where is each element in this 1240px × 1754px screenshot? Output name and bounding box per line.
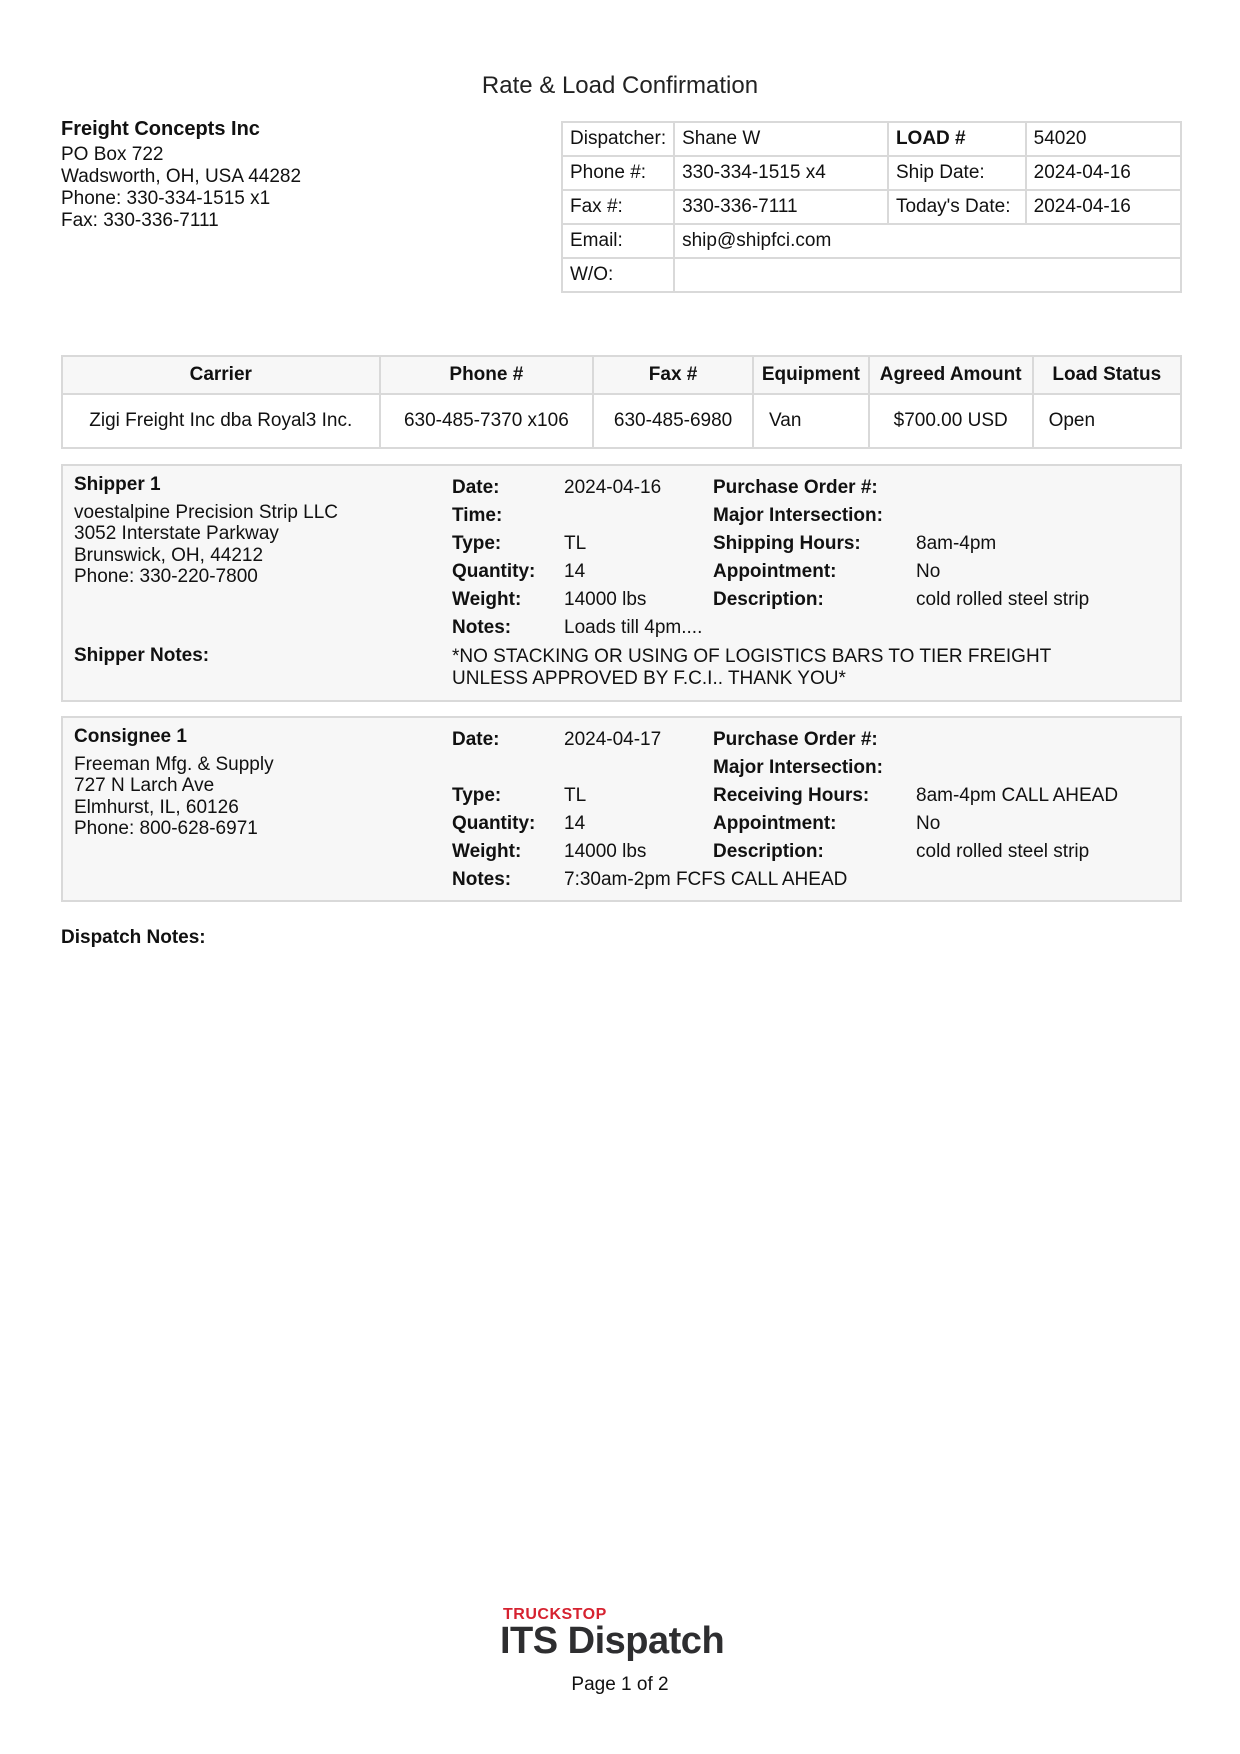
document-title: Rate & Load Confirmation [481,72,759,99]
company-info [61,118,301,232]
dispatch-fax-label: Fax #: [562,190,674,224]
dispatch-info-table [561,121,1182,293]
company-name: Freight Concepts Inc [61,118,260,140]
shipper-address2: Brunswick, OH, 44212 [74,544,264,566]
carrier-row [62,394,1181,448]
brand-logo-main: ITS Dispatch [500,1620,725,1662]
consignee-weight-label: Weight: [452,841,522,862]
shipper-notes-line1: *NO STACKING OR USING OF LOGISTICS BARS TO TIER FREIGHT [452,646,1052,667]
shipper-notes-label: Notes: [452,617,512,638]
consignee-type-label: Type: [452,785,502,806]
dispatch-row-fax [562,190,1181,224]
consignee-address1: 727 N Larch Ave [74,775,215,796]
consignee-heading: Consignee 1 [74,726,187,747]
shipper-date-value: 2024-04-16 [564,477,662,498]
company-phone: Phone: 330-334-1515 x1 [61,188,271,209]
consignee-notes-label: Notes: [452,869,512,890]
shipper-notes-text [452,646,1051,690]
consignee-hours-value: 8am-4pm CALL AHEAD [916,785,1119,806]
load-number-label: LOAD # [888,122,1026,156]
shipper-description-value: cold rolled steel strip [916,589,1090,610]
shipper-type-value: TL [564,533,587,554]
load-number-value: 54020 [1026,122,1181,156]
consignee-address-block [74,726,274,840]
carrier-header-row [62,356,1181,394]
carrier-agreed-amount: $700.00 USD [869,394,1033,448]
wo-value [674,258,1181,292]
shipper-quantity-label: Quantity: [452,561,536,582]
dispatcher-value: Shane W [674,122,888,156]
fax-header: Fax # [593,356,753,394]
carrier-phone: 630-485-7370 x106 [380,394,594,448]
carrier-equipment: Van [753,394,869,448]
consignee-date-value: 2024-04-17 [564,729,662,750]
consignee-type-value: TL [564,785,587,806]
consignee-description-label: Description: [713,841,824,862]
consignee-intersection-label: Major Intersection: [713,757,883,778]
shipper-name: voestalpine Precision Strip LLC [74,501,339,523]
dispatch-row-wo [562,258,1181,292]
shipper-hours-label: Shipping Hours: [713,533,861,554]
shipper-description-label: Description: [713,589,824,610]
shipper-time-label: Time: [452,505,503,526]
consignee-date-label: Date: [452,729,500,750]
consignee-name: Freeman Mfg. & Supply [74,753,274,775]
carrier-header: Carrier [62,356,380,394]
shipper-appointment-value: No [916,561,941,582]
ship-date-value: 2024-04-16 [1026,156,1181,190]
shipper-quantity-value: 14 [564,561,586,582]
consignee-po-label: Purchase Order #: [713,729,878,750]
equipment-header: Equipment [753,356,869,394]
shipper-notes-heading: Shipper Notes: [74,645,210,666]
shipper-weight-value: 14000 lbs [564,589,647,610]
email-value[interactable]: ship@shipfci.com [674,224,1181,258]
shipper-notes-value: Loads till 4pm.... [564,617,703,638]
dispatch-fax-value: 330-336-7111 [674,190,888,224]
shipper-heading: Shipper 1 [74,474,161,495]
dispatch-row-email [562,224,1181,258]
shipper-section [61,464,1182,702]
brand-logo-top: TRUCKSTOP [503,1606,607,1623]
consignee-description-value: cold rolled steel strip [916,841,1090,862]
load-status-header: Load Status [1033,356,1181,394]
consignee-section [61,716,1182,902]
shipper-address-block [74,474,338,588]
phone-header: Phone # [380,356,594,394]
consignee-phone: Phone: 800-628-6971 [74,818,258,839]
consignee-hours-label: Receiving Hours: [713,785,870,806]
consignee-address2: Elmhurst, IL, 60126 [74,796,239,818]
email-label: Email: [562,224,674,258]
carrier-fax: 630-485-6980 [593,394,753,448]
company-address2: Wadsworth, OH, USA 44282 [61,166,302,187]
shipper-hours-value: 8am-4pm [916,533,997,554]
dispatch-row-dispatcher [562,122,1181,156]
dispatch-phone-value: 330-334-1515 x4 [674,156,888,190]
todays-date-value: 2024-04-16 [1026,190,1181,224]
dispatch-row-phone [562,156,1181,190]
company-fax: Fax: 330-336-7111 [61,210,219,231]
consignee-weight-value: 14000 lbs [564,841,647,862]
todays-date-label: Today's Date: [888,190,1026,224]
shipper-type-label: Type: [452,533,502,554]
shipper-notes-line2: UNLESS APPROVED BY F.C.I.. THANK YOU* [452,668,846,689]
shipper-date-label: Date: [452,477,500,498]
carrier-table [61,355,1182,449]
consignee-notes-value: 7:30am-2pm FCFS CALL AHEAD [564,869,848,890]
consignee-appointment-value: No [916,813,941,834]
shipper-po-label: Purchase Order #: [713,477,878,498]
carrier-name: Zigi Freight Inc dba Royal3 Inc. [62,394,380,448]
shipper-phone: Phone: 330-220-7800 [74,566,258,587]
shipper-weight-label: Weight: [452,589,522,610]
shipper-intersection-label: Major Intersection: [713,505,883,526]
shipper-address1: 3052 Interstate Parkway [74,523,279,544]
consignee-quantity-value: 14 [564,813,586,834]
page-number: Page 1 of 2 [571,1674,669,1695]
company-address1: PO Box 722 [61,144,164,165]
wo-label: W/O: [562,258,674,292]
ship-date-label: Ship Date: [888,156,1026,190]
agreed-amount-header: Agreed Amount [869,356,1033,394]
dispatcher-label: Dispatcher: [562,122,674,156]
consignee-quantity-label: Quantity: [452,813,536,834]
consignee-appointment-label: Appointment: [713,813,837,834]
shipper-appointment-label: Appointment: [713,561,837,582]
dispatch-notes-label: Dispatch Notes: [61,927,206,948]
carrier-load-status: Open [1033,394,1181,448]
dispatch-phone-label: Phone #: [562,156,674,190]
